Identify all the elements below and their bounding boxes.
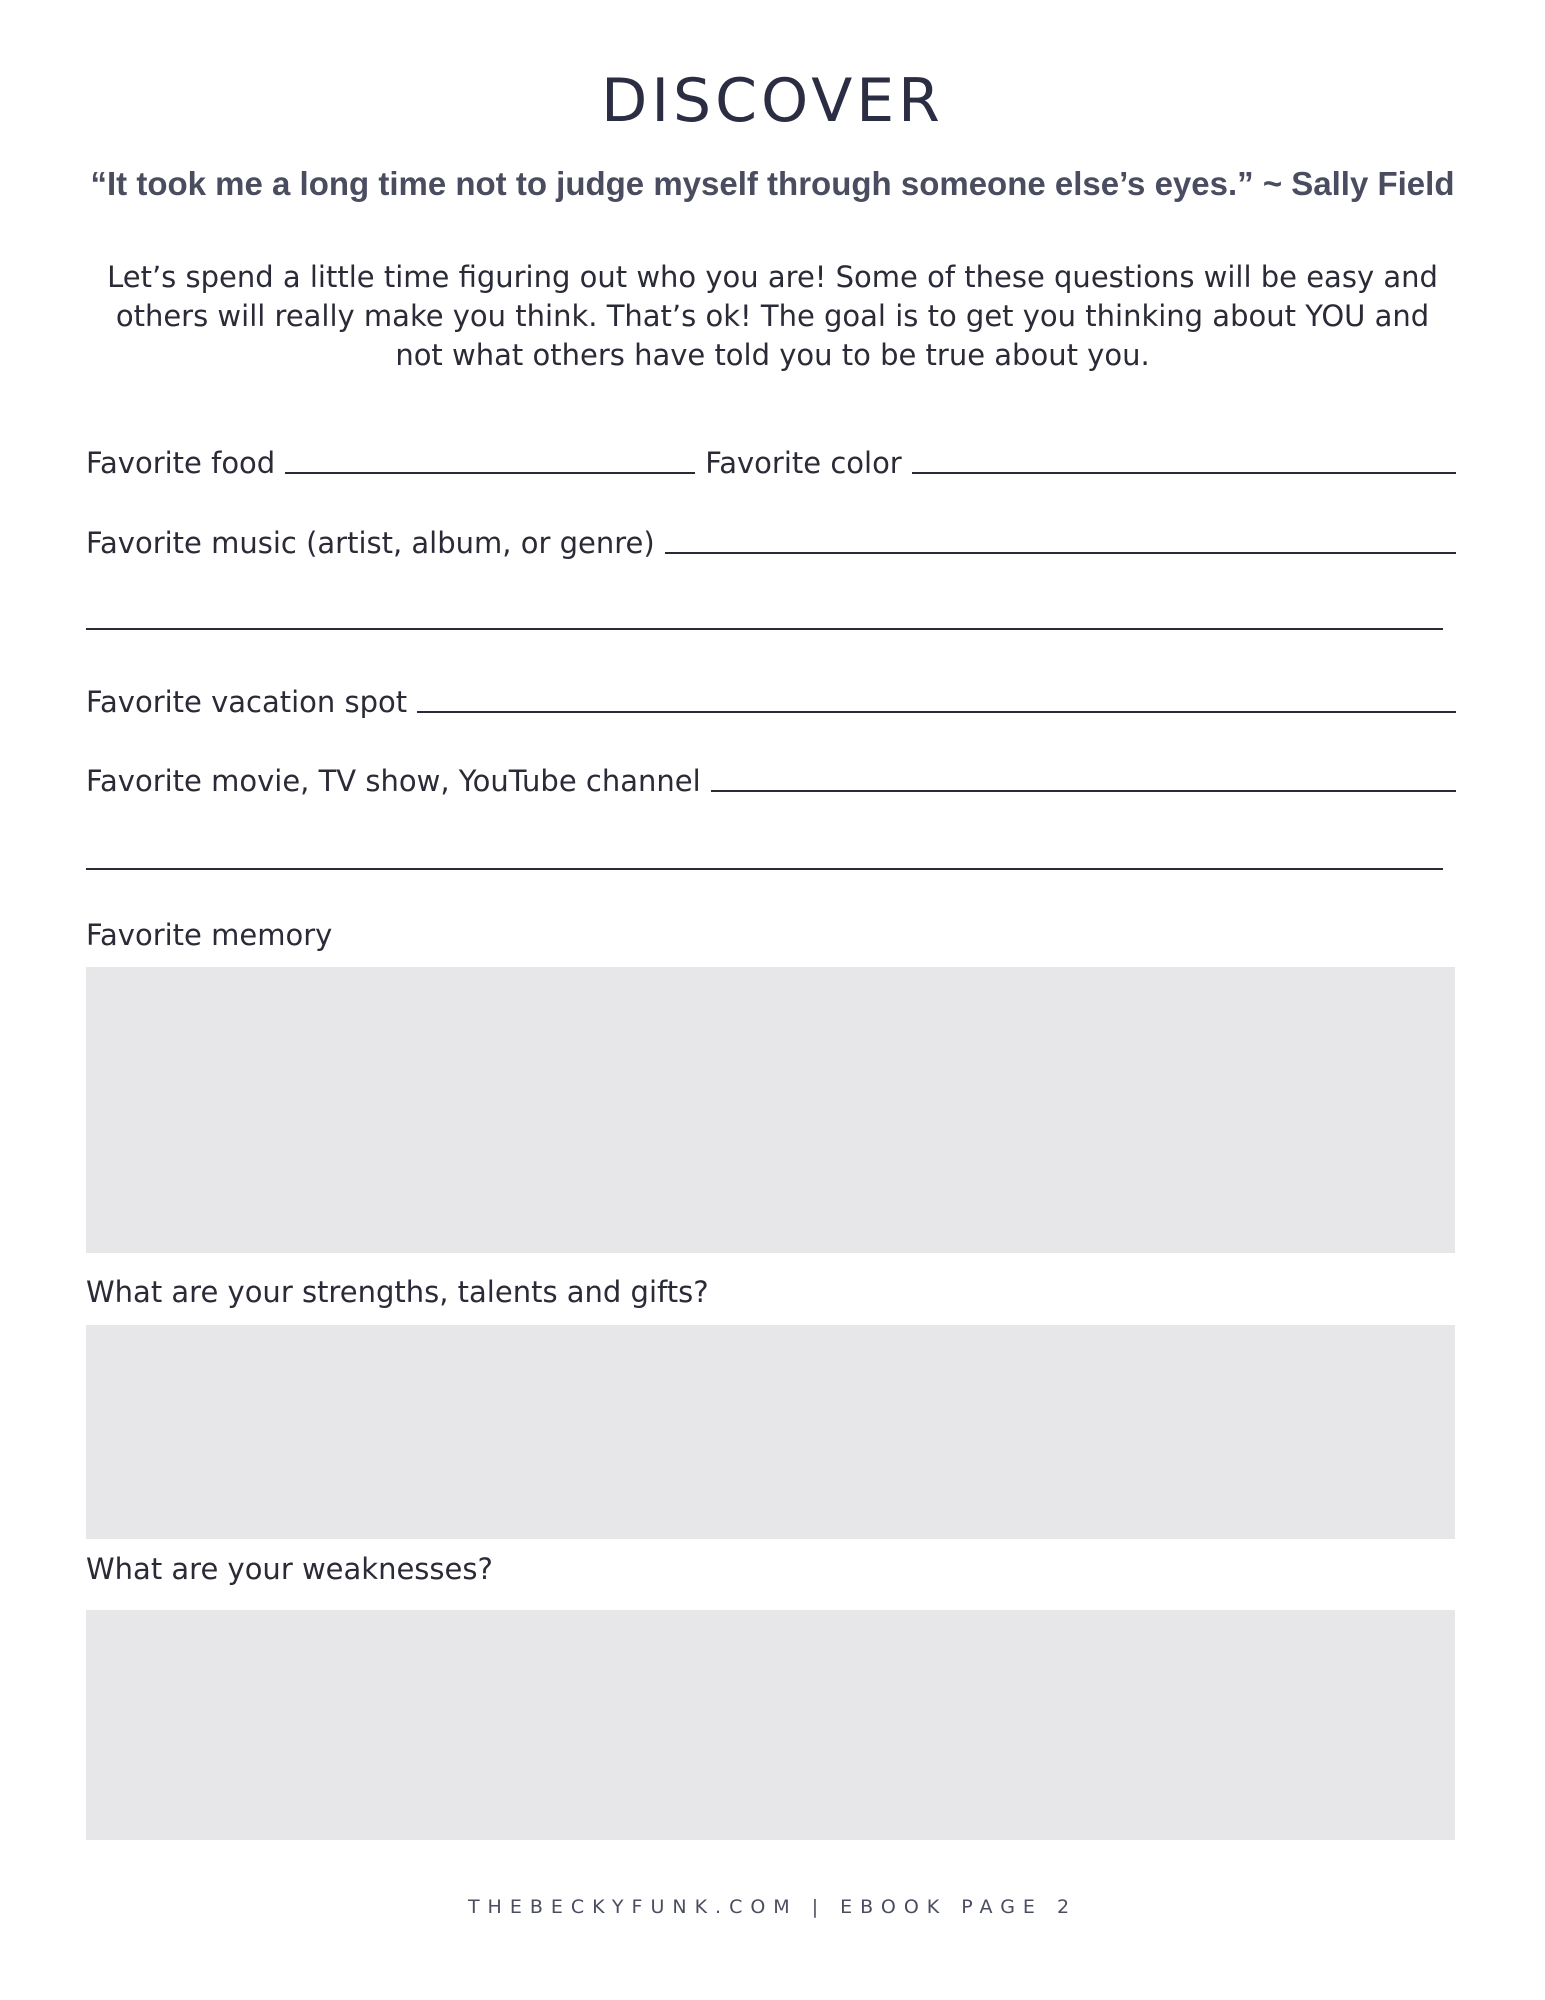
intro-paragraph: Let’s spend a little time figuring out who you are! Some of these questions will be easy and others will really make you think. That’s ok! The goal is to get you thinking about YOU and not what others have told you to be true about you. xyxy=(107,260,1438,372)
food-answer-line[interactable] xyxy=(285,472,695,474)
strengths-label: What are your strengths, talents and gifts? xyxy=(86,1275,709,1309)
vacation-row xyxy=(86,679,1456,719)
weaknesses-answer-box[interactable] xyxy=(86,1610,1455,1840)
music-answer-line[interactable] xyxy=(665,552,1456,554)
memory-answer-box[interactable] xyxy=(86,967,1455,1253)
media-row xyxy=(86,758,1456,798)
food-label: Favorite food xyxy=(86,446,276,480)
quote: “It took me a long time not to judge myself through someone else’s eyes.” ~ Sally Field xyxy=(90,165,1455,202)
memory-label: Favorite memory xyxy=(86,918,333,952)
media-label: Favorite movie, TV show, YouTube channel xyxy=(86,764,701,798)
vacation-label: Favorite vacation spot xyxy=(86,685,408,719)
media-answer-line-2[interactable] xyxy=(86,868,1443,870)
vacation-answer-line[interactable] xyxy=(417,711,1456,713)
food-color-row xyxy=(86,440,1456,480)
media-answer-line[interactable] xyxy=(711,790,1456,792)
music-row xyxy=(86,520,1456,560)
music-label: Favorite music (artist, album, or genre) xyxy=(86,526,655,560)
weaknesses-label: What are your weaknesses? xyxy=(86,1552,493,1586)
color-answer-line[interactable] xyxy=(912,472,1456,474)
page-title: DISCOVER xyxy=(601,66,944,136)
music-answer-line-2[interactable] xyxy=(86,628,1443,630)
footer: THEBECKYFUNK.COM | EBOOK PAGE 2 xyxy=(467,1896,1078,1918)
color-label: Favorite color xyxy=(705,446,902,480)
strengths-answer-box[interactable] xyxy=(86,1325,1455,1539)
